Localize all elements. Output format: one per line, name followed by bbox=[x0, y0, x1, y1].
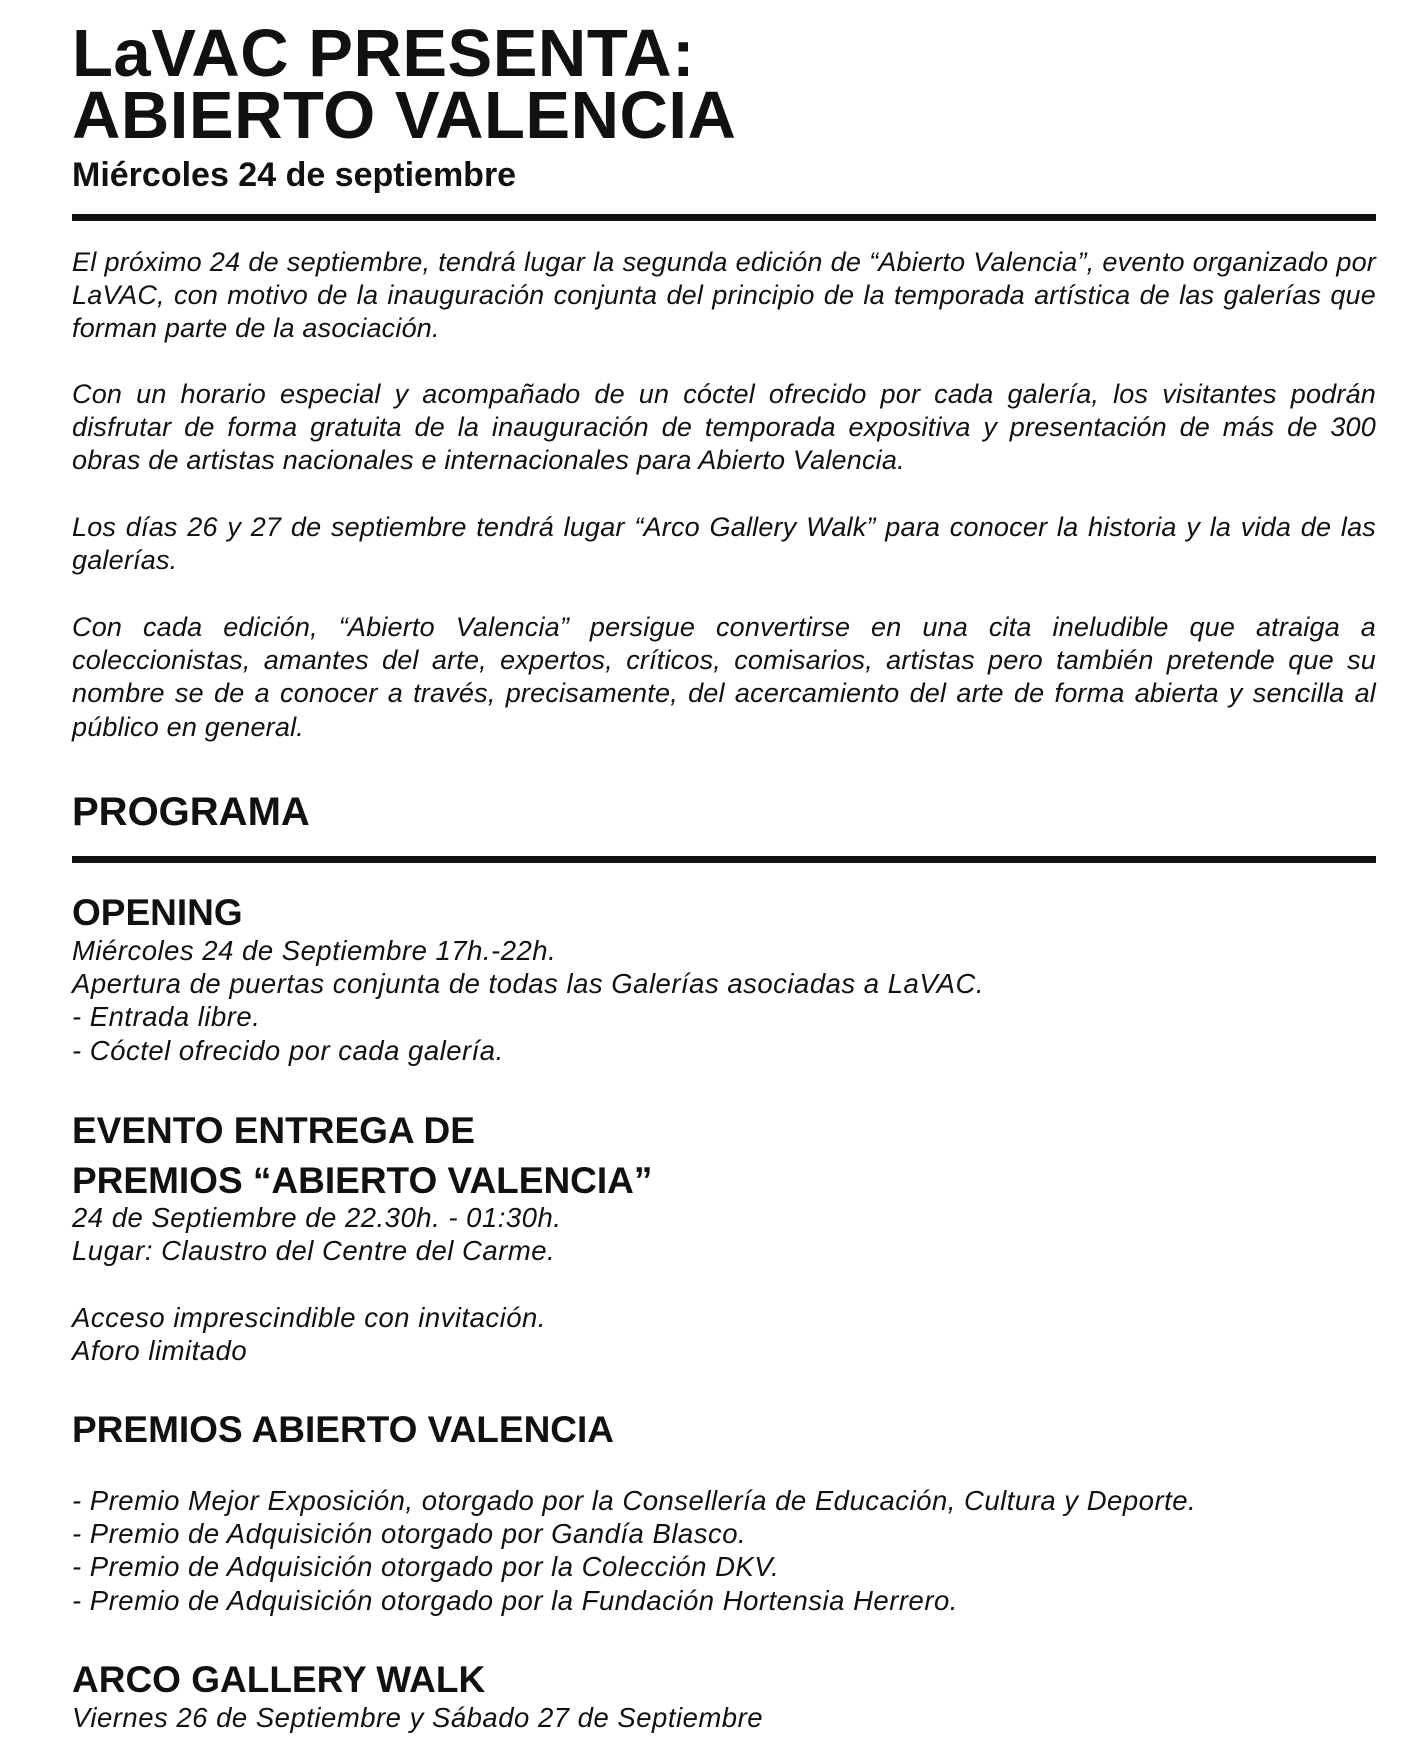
evento-line: 24 de Septiembre de 22.30h. - 01:30h. bbox=[72, 1202, 562, 1233]
opening-line: Apertura de puertas conjunta de todas las Galerías asociadas a LaVAC. bbox=[72, 968, 984, 1000]
evento-access-line: Aforo limitado bbox=[72, 1335, 248, 1367]
opening-details bbox=[72, 934, 984, 1067]
premio-item: - Premio de Adquisición otorgado por la Fundación Hortensia Herrero. bbox=[72, 1584, 958, 1616]
programa-heading: PROGRAMA bbox=[72, 790, 310, 834]
premios-heading: PREMIOS ABIERTO VALENCIA bbox=[72, 1409, 615, 1450]
divider-top bbox=[72, 214, 1376, 221]
intro-paragraph-2: Con un horario especial y acompañado de un cóctel ofrecido por cada galería, los visitantes podrán disfrutar de forma gratuita de la inauguración de temporada expositiva y presentación de más de 300 obras de artistas nacionales e internacionales para Abierto Valencia. bbox=[72, 379, 1376, 476]
premio-item: - Premio Mejor Exposición, otorgado por la Consellería de Educación, Cultura y Deporte. bbox=[72, 1485, 1197, 1516]
intro-paragraph-4: Con cada edición, “Abierto Valencia” persigue convertirse en una cita ineludible que atraiga a coleccionistas, amantes del arte, expertos, críticos, comisarios, artistas pero también pretende que su nombre se de a conocer a través, precisamente, del acercamiento del arte de forma abierta y sencilla al público en general. bbox=[72, 612, 1376, 742]
evento-access bbox=[72, 1301, 546, 1367]
evento-details bbox=[72, 1201, 561, 1267]
premios-list bbox=[72, 1484, 1196, 1617]
title-line-1: LaVAC PRESENTA: bbox=[72, 16, 695, 91]
premio-item: - Premio de Adquisición otorgado por Gandía Blasco. bbox=[72, 1518, 747, 1550]
premio-item: - Premio de Adquisición otorgado por la Colección DKV. bbox=[72, 1551, 780, 1583]
title-line-2: ABIERTO VALENCIA bbox=[72, 78, 737, 153]
evento-line: Lugar: Claustro del Centre del Carme. bbox=[72, 1235, 556, 1267]
opening-line: Miércoles 24 de Septiembre 17h.-22h. bbox=[72, 935, 557, 966]
arco-details bbox=[72, 1701, 763, 1734]
evento-heading-line-1: EVENTO ENTREGA DE bbox=[72, 1110, 475, 1151]
opening-line: - Cóctel ofrecido por cada galería. bbox=[72, 1034, 504, 1066]
evento-access-line: Acceso imprescindible con invitación. bbox=[72, 1302, 546, 1333]
event-date: Miércoles 24 de septiembre bbox=[72, 156, 517, 194]
arco-line: Viernes 26 de Septiembre y Sábado 27 de Septiembre bbox=[72, 1702, 764, 1733]
evento-heading-line-2: PREMIOS “ABIERTO VALENCIA” bbox=[72, 1160, 653, 1201]
arco-heading: ARCO GALLERY WALK bbox=[72, 1659, 486, 1700]
opening-line: - Entrada libre. bbox=[72, 1001, 261, 1033]
opening-heading: OPENING bbox=[72, 892, 243, 933]
divider-programa bbox=[72, 856, 1376, 863]
intro-paragraph-1: El próximo 24 de septiembre, tendrá lugar la segunda edición de “Abierto Valencia”, evento organizado por LaVAC, con motivo de la inauguración conjunta del principio de la temporada artística de las galerías que forman parte de la asociación. bbox=[72, 247, 1376, 344]
intro-paragraph-3: Los días 26 y 27 de septiembre tendrá lugar “Arco Gallery Walk” para conocer la historia y la vida de las galerías. bbox=[72, 512, 1376, 576]
